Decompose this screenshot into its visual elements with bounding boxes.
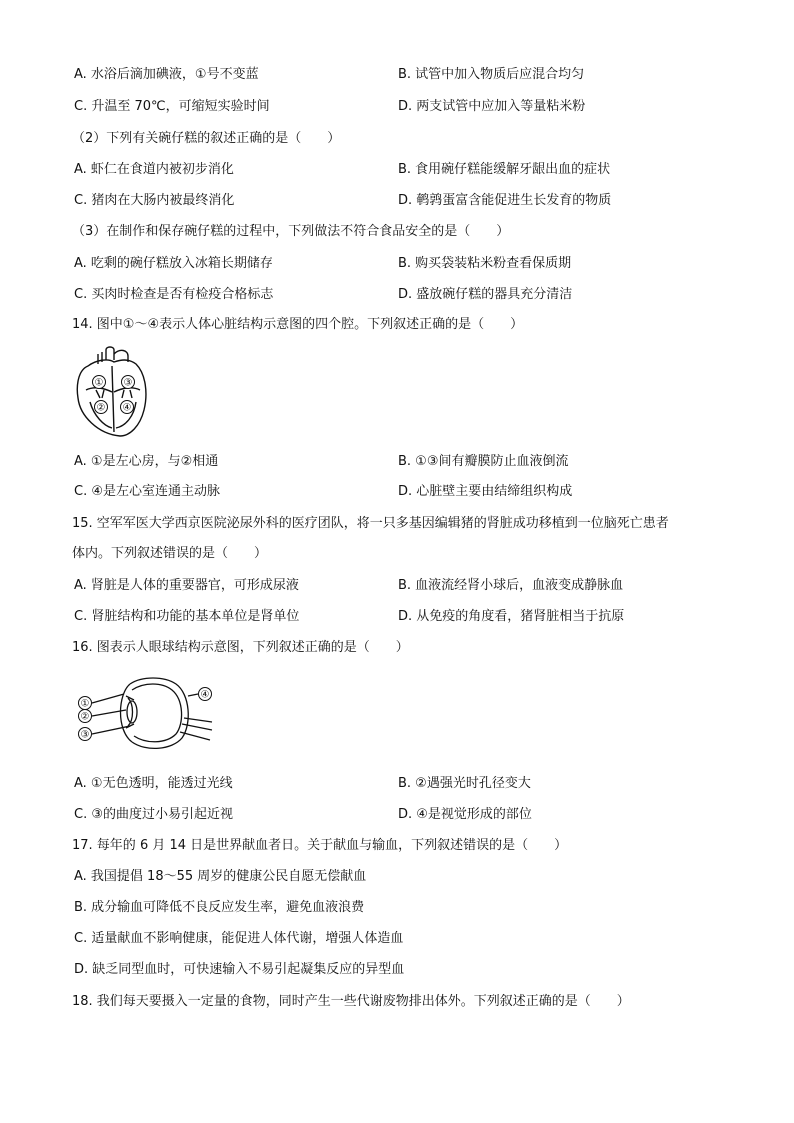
heart-label-4: ④ <box>122 402 132 414</box>
q13-1-option-d: D. 两支试管中应加入等量粘米粉 <box>398 99 586 114</box>
q15-option-d: D. 从免疫的角度看，猪肾脏相当于抗原 <box>398 609 625 624</box>
q14-option-a: A. ①是左心房，与②相通 <box>74 454 219 469</box>
q13-1-option-b: B. 试管中加入物质后应混合均匀 <box>398 67 585 82</box>
eye-illustration <box>72 674 220 752</box>
heart-illustration <box>74 346 150 438</box>
q15-stem-line2: 体内。下列叙述错误的是（ ） <box>72 546 268 561</box>
q14-option-c: C. ④是左心室连通主动脉 <box>74 484 220 499</box>
eye-label-3: ③ <box>80 729 90 741</box>
q13-3-option-b: B. 购买袋装粘米粉查看保质期 <box>398 256 572 271</box>
q14-option-b: B. ①③间有瓣膜防止血液倒流 <box>398 454 569 469</box>
q13-3-option-c: C. 买肉时检查是否有检疫合格标志 <box>74 287 274 302</box>
q17-option-a: A. 我国提倡 18～55 周岁的健康公民自愿无偿献血 <box>74 869 367 884</box>
eye-diagram <box>72 674 220 756</box>
q13-2-option-b: B. 食用碗仔糕能缓解牙龈出血的症状 <box>398 162 611 177</box>
q13-3-option-a: A. 吃剩的碗仔糕放入冰箱长期储存 <box>74 256 273 271</box>
heart-diagram <box>74 346 150 442</box>
q17-option-c: C. 适量献血不影响健康，能促进人体代谢，增强人体造血 <box>74 931 404 946</box>
q17-stem: 17. 每年的 6 月 14 日是世界献血者日。关于献血与输血，下列叙述错误的是（ ） <box>72 838 568 853</box>
q16-option-c: C. ③的曲度过小易引起近视 <box>74 807 233 822</box>
q15-stem-line1: 15. 空军军医大学西京医院泌尿外科的医疗团队，将一只多基因编辑猪的肾脏成功移植到一位脑死亡患者 <box>72 516 669 531</box>
eye-label-4: ④ <box>200 689 210 701</box>
q13-2-stem: （2）下列有关碗仔糕的叙述正确的是（ ） <box>72 131 341 146</box>
q13-1-option-c: C. 升温至 70℃，可缩短实验时间 <box>74 99 270 114</box>
q14-option-d: D. 心脏壁主要由结缔组织构成 <box>398 484 573 499</box>
q13-3-stem: （3）在制作和保存碗仔糕的过程中，下列做法不符合食品安全的是（ ） <box>72 224 510 239</box>
q16-option-d: D. ④是视觉形成的部位 <box>398 807 532 822</box>
q14-stem: 14. 图中①～④表示人体心脏结构示意图的四个腔。下列叙述正确的是（ ） <box>72 317 524 332</box>
eye-label-1: ① <box>80 698 90 710</box>
heart-label-1: ① <box>94 377 104 389</box>
q16-option-a: A. ①无色透明，能透过光线 <box>74 776 233 791</box>
eye-label-2: ② <box>80 711 90 723</box>
q13-1-option-a: A. 水浴后滴加碘液，①号不变蓝 <box>74 67 259 82</box>
q15-option-a: A. 肾脏是人体的重要器官，可形成尿液 <box>74 578 299 593</box>
q16-option-b: B. ②遇强光时孔径变大 <box>398 776 531 791</box>
q13-2-option-a: A. 虾仁在食道内被初步消化 <box>74 162 234 177</box>
q13-2-option-c: C. 猪肉在大肠内被最终消化 <box>74 193 235 208</box>
q15-option-c: C. 肾脏结构和功能的基本单位是肾单位 <box>74 609 300 624</box>
q18-stem: 18. 我们每天要摄入一定量的食物，同时产生一些代谢废物排出体外。下列叙述正确的是（ ） <box>72 994 630 1009</box>
q15-option-b: B. 血液流经肾小球后，血液变成静脉血 <box>398 578 624 593</box>
q13-3-option-d: D. 盛放碗仔糕的器具充分清洁 <box>398 287 573 302</box>
q16-stem: 16. 图表示人眼球结构示意图，下列叙述正确的是（ ） <box>72 640 409 655</box>
q17-option-d: D. 缺乏同型血时，可快速输入不易引起凝集反应的异型血 <box>74 962 405 977</box>
q13-2-option-d: D. 鹌鹑蛋富含能促进生长发育的物质 <box>398 193 612 208</box>
q17-option-b: B. 成分输血可降低不良反应发生率，避免血液浪费 <box>74 900 365 915</box>
heart-label-2: ② <box>96 402 106 414</box>
heart-label-3: ③ <box>123 377 133 389</box>
